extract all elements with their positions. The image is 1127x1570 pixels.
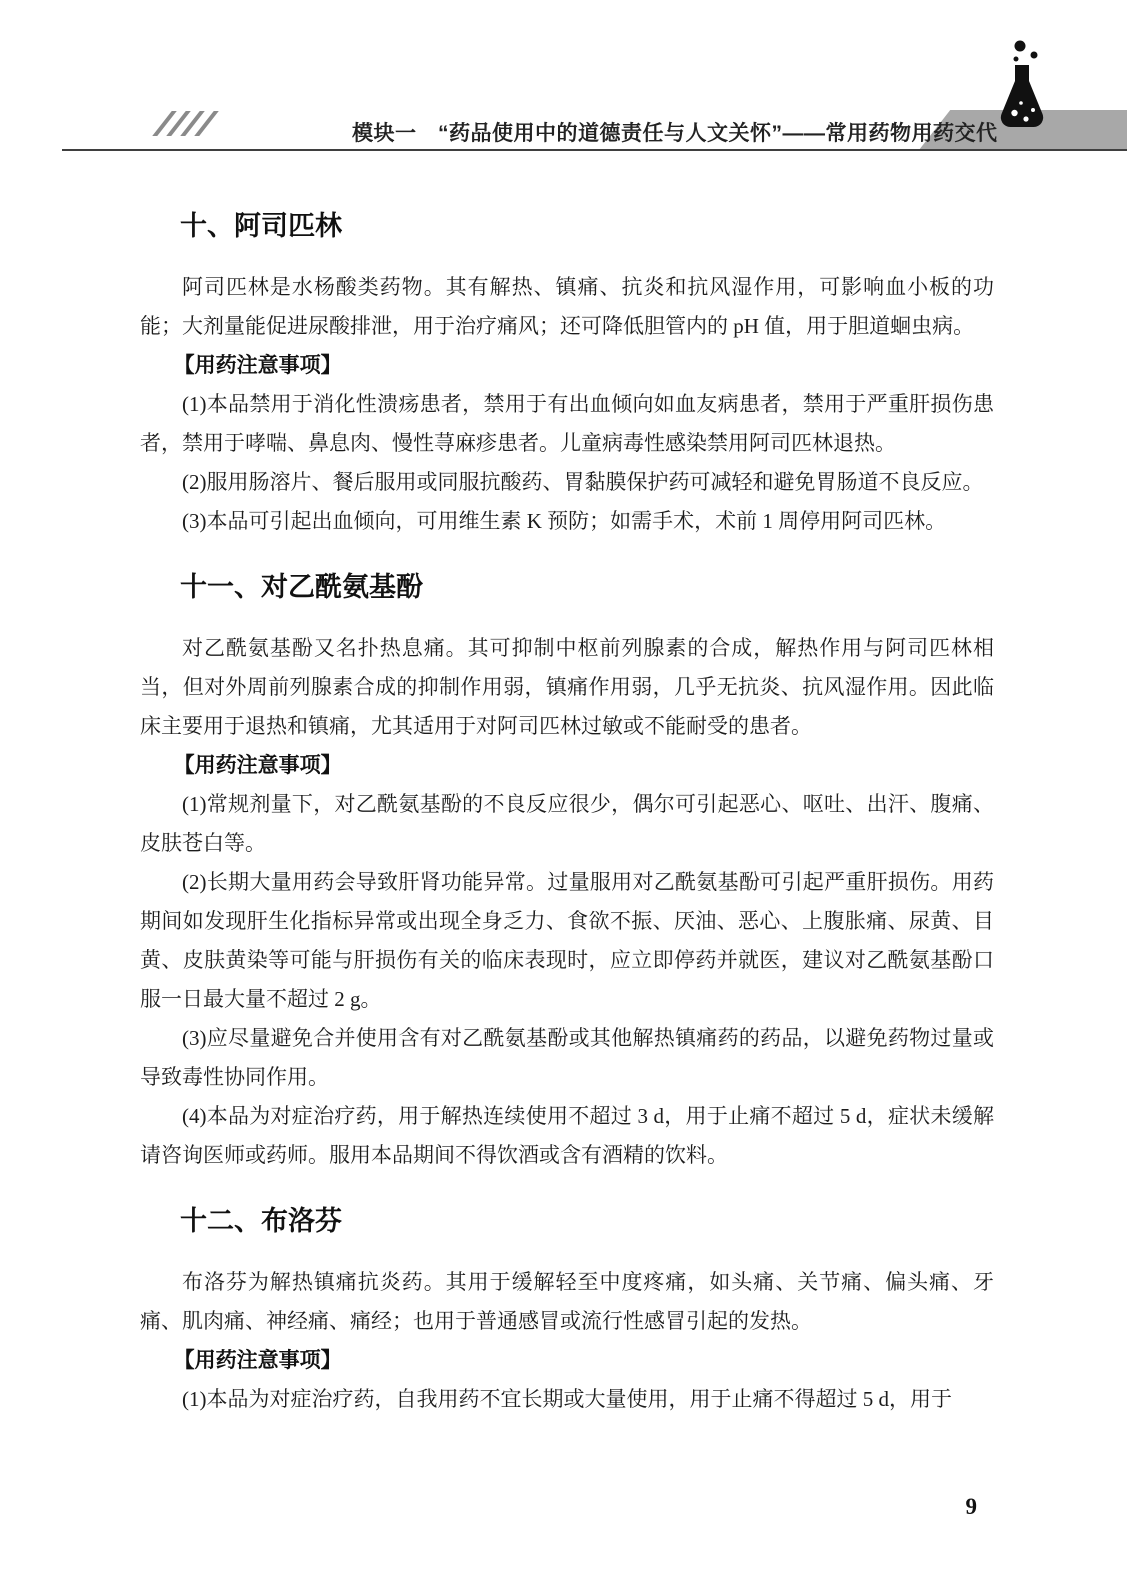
notice-item: (3)本品可引起出血倾向，可用维生素 K 预防；如需手术，术前 1 周停用阿司匹林。 — [182, 509, 947, 533]
section-intro: 布洛芬为解热镇痛抗炎药。其用于缓解轻至中度疼痛，如头痛、关节痛、偏头痛、牙痛、肌肉痛、神经痛、痛经；也用于普通感冒或流行性感冒引起的发热。 — [140, 1270, 994, 1333]
section-acetaminophen — [140, 569, 994, 1175]
section-heading: 十一、对乙酰氨基酚 — [180, 572, 423, 602]
header-rule — [62, 149, 1127, 151]
section-heading: 十二、布洛芬 — [180, 1206, 342, 1236]
section-heading: 十、阿司匹林 — [180, 211, 342, 241]
notice-item: (3)应尽量避免合并使用含有对乙酰氨基酚或其他解热镇痛药的药品，以避免药物过量或导致毒性协同作用。 — [140, 1026, 994, 1089]
notice-label: 【用药注意事项】 — [173, 354, 342, 377]
notice-item: (1)本品禁用于消化性溃疡患者，禁用于有出血倾向如血友病患者，禁用于严重肝损伤患者，禁用于哮喘、鼻息肉、慢性荨麻疹患者。儿童病毒性感染禁用阿司匹林退热。 — [140, 392, 994, 455]
page-header — [0, 0, 1127, 160]
notice-label: 【用药注意事项】 — [173, 1349, 342, 1372]
notice-item: (2)服用肠溶片、餐后服用或同服抗酸药、胃黏膜保护药可减轻和避免胃肠道不良反应。 — [182, 470, 984, 494]
running-header-title: 模块一 “药品使用中的道德责任与人文关怀”——常用药物用药交代 — [352, 122, 998, 145]
page-number: 9 — [965, 1494, 977, 1519]
notice-item: (2)长期大量用药会导致肝肾功能异常。过量服用对乙酰氨基酚可引起严重肝损伤。用药期间如发现肝生化指标异常或出现全身乏力、食欲不振、厌油、恶心、上腹胀痛、尿黄、目黄、皮肤黄染等可能与肝损伤有关的临床表现时，应立即停药并就医，建议对乙酰氨基酚口服一日最大量不超过 2 g。 — [140, 870, 994, 1011]
section-ibuprofen — [140, 1203, 994, 1419]
flask-icon — [993, 38, 1051, 144]
section-aspirin — [140, 208, 994, 541]
section-intro: 阿司匹林是水杨酸类药物。其有解热、镇痛、抗炎和抗风湿作用，可影响血小板的功能；大剂量能促进尿酸排泄，用于治疗痛风；还可降低胆管内的 pH 值，用于胆道蛔虫病。 — [140, 275, 994, 338]
hatch-lines — [162, 111, 209, 136]
notice-label: 【用药注意事项】 — [173, 754, 342, 777]
section-intro: 对乙酰氨基酚又名扑热息痛。其可抑制中枢前列腺素的合成，解热作用与阿司匹林相当，但对外周前列腺素合成的抑制作用弱，镇痛作用弱，几乎无抗炎、抗风湿作用。因此临床主要用于退热和镇痛，尤其适用于对阿司匹林过敏或不能耐受的患者。 — [140, 636, 994, 738]
notice-item: (1)本品为对症治疗药，自我用药不宜长期或大量使用，用于止痛不得超过 5 d，用于 — [182, 1387, 952, 1411]
notice-item: (4)本品为对症治疗药，用于解热连续使用不超过 3 d，用于止痛不超过 5 d，症状未缓解请咨询医师或药师。服用本品期间不得饮酒或含有酒精的饮料。 — [140, 1104, 994, 1167]
document-body — [140, 208, 994, 1419]
notice-item: (1)常规剂量下，对乙酰氨基酚的不良反应很少，偶尔可引起恶心、呕吐、出汗、腹痛、皮肤苍白等。 — [140, 792, 994, 855]
